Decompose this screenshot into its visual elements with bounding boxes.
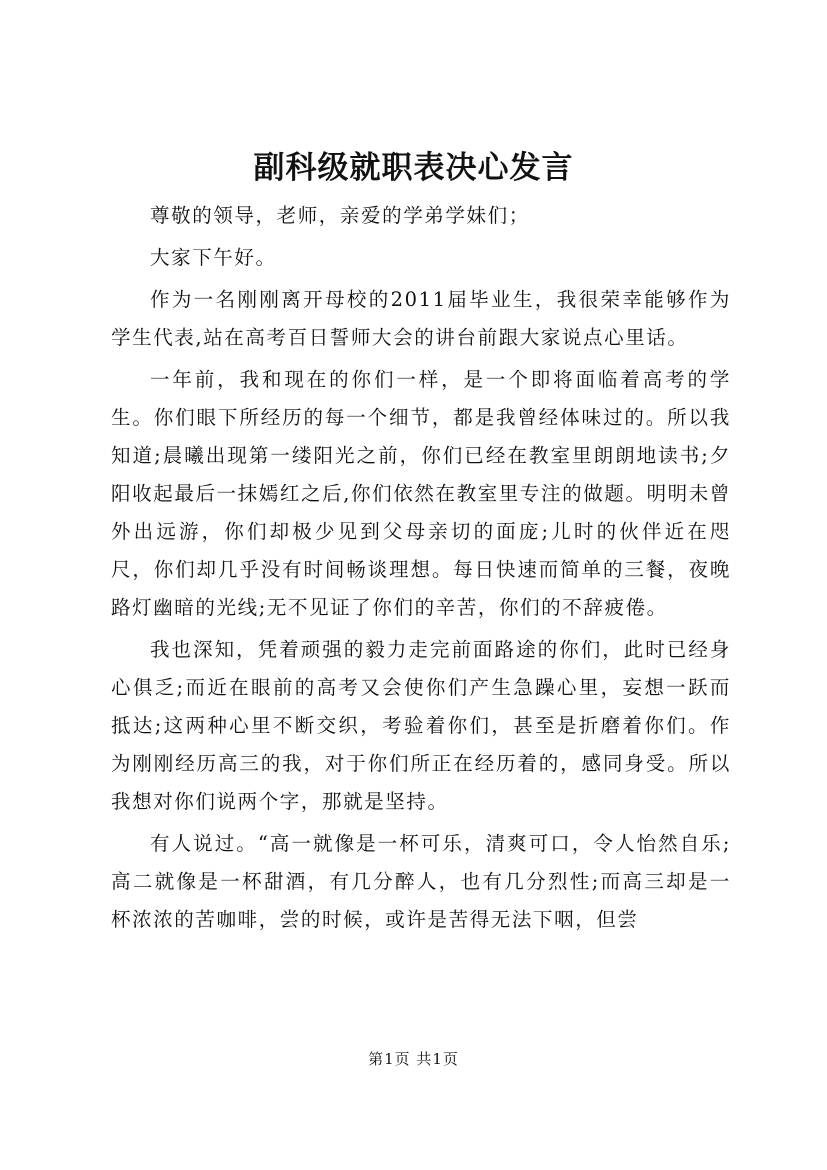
paragraph-experience: 一年前，我和现在的你们一样，是一个即将面临着高考的学生。你们眼下所经历的每一个细节，都是我曾经体味过的。所以我知道;晨曦出现第一缕阳光之前，你们已经在教室里朗朗地读书;夕阳收起最后一抹嫣红之后,你们依然在教室里专注的做题。明明未曾外出远游，你们却极少见到父母亲切的面庞;儿时的伙伴近在咫尺，你们却几乎没有时间畅谈理想。每日快速而简单的三餐，夜晚路灯幽暗的光线;无不见证了你们的辛苦，你们的不辞疲倦。 [111, 368, 731, 619]
paragraph-introduction: 作为一名刚刚离开母校的2011届毕业生，我很荣幸能够作为学生代表,站在高考百日誓师大会的讲台前跟大家说点心里话。 [111, 288, 731, 349]
page-footer: 第1页 共1页 [368, 1050, 459, 1068]
document-body [111, 197, 731, 943]
paragraph-quote: 有人说过。“高一就像是一杯可乐，清爽可口，令人怡然自乐;高二就像是一杯甜酒，有几分醉人，也有几分烈性;而高三却是一杯浓浓的苦咖啡，尝的时候，或许是苦得无法下咽，但尝 [111, 832, 731, 931]
paragraph-greeting: 大家下午好。 [150, 246, 277, 269]
paragraph-salutation: 尊敬的领导，老师，亲爱的学弟学妹们； [150, 204, 530, 227]
document-title: 副科级就职表决心发言 [253, 150, 574, 186]
paragraph-understanding: 我也深知，凭着顽强的毅力走完前面路途的你们，此时已经身心俱乏;而近在眼前的高考又会使你们产生急躁心里，妄想一跃而抵达;这两种心里不断交织，考验着你们，甚至是折磨着你们。作为刚刚经历高三的我，对于你们所正在经历着的，感同身受。所以我想对你们说两个字，那就是坚持。 [111, 638, 731, 813]
